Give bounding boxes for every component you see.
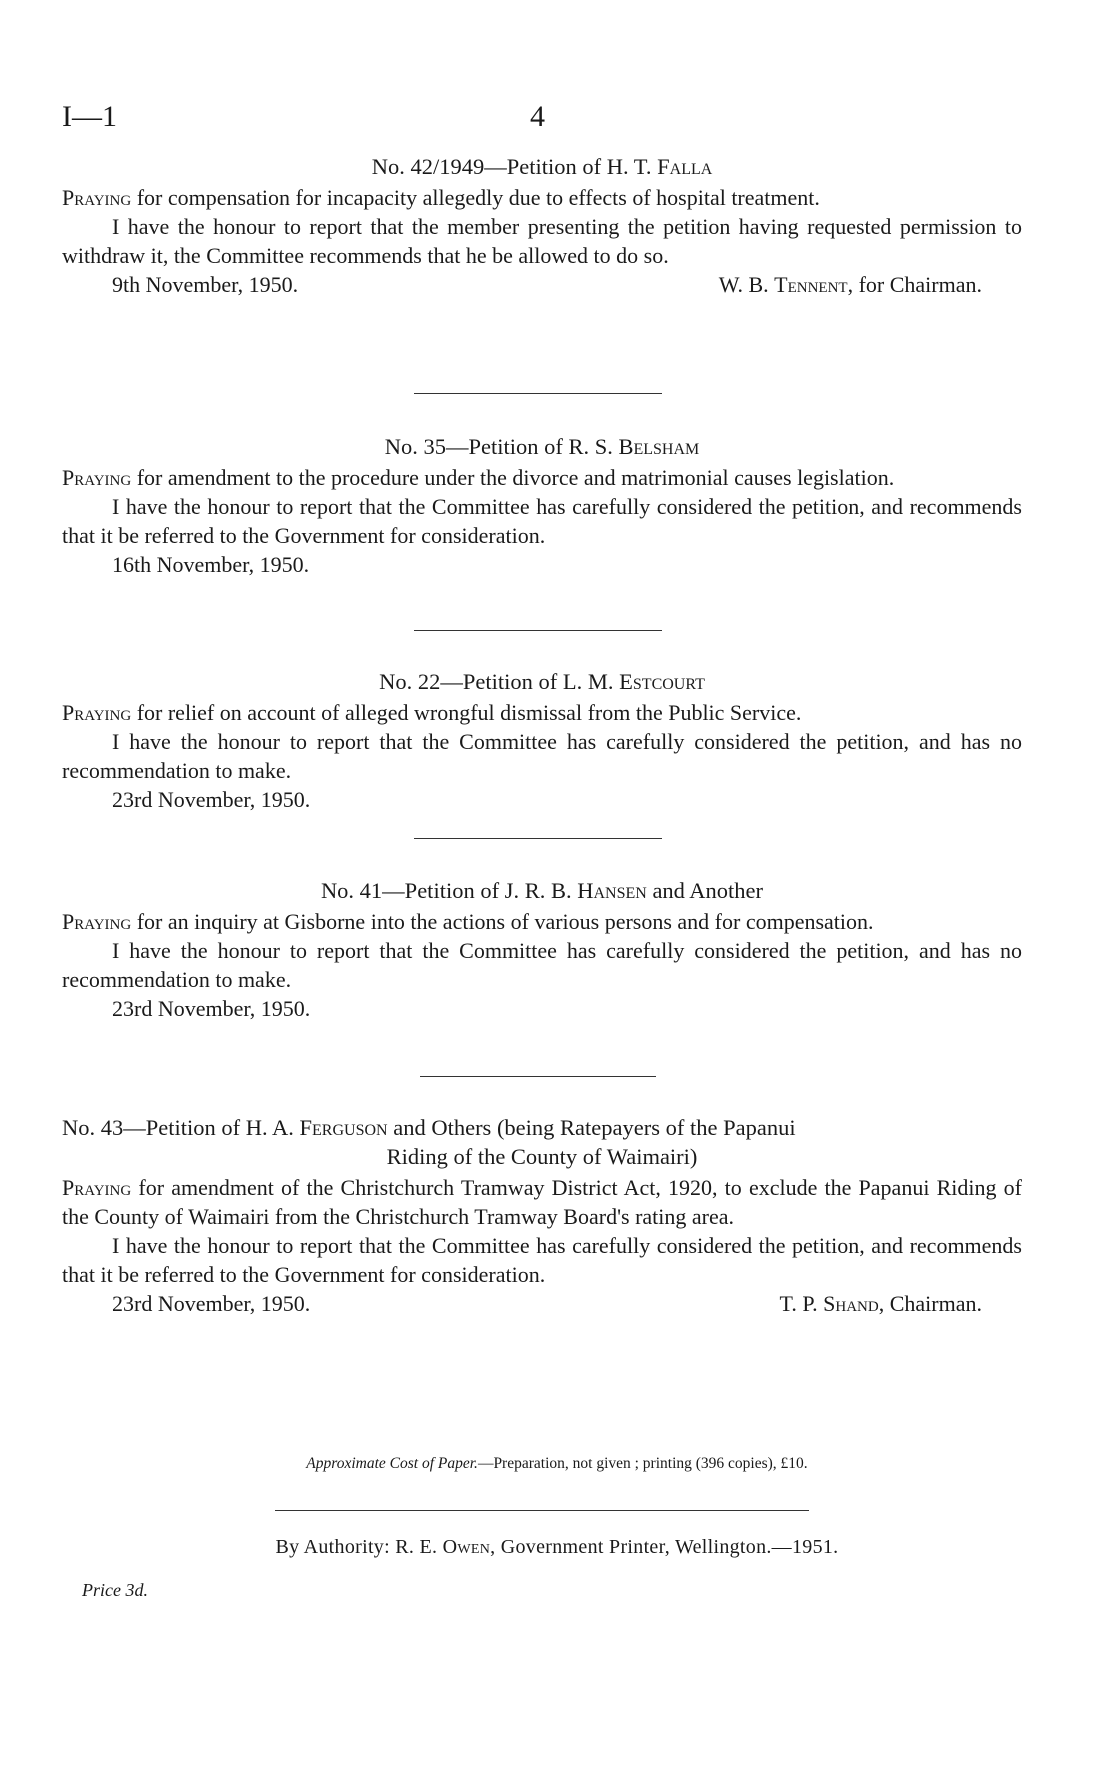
signature: T. P. Shand, Chairman. [779, 1291, 982, 1316]
signature: W. B. Tennent, for Chairman. [718, 272, 982, 297]
date-signature-line [62, 785, 1022, 814]
committee-report: I have the honour to report that the Committee has carefully considered the petition, and has no recommendation to make. [62, 938, 1022, 992]
petition-43 [62, 1113, 1022, 1318]
date-signature-line [62, 270, 1022, 299]
page-header [0, 100, 1114, 140]
petition-praying: Praying for compensation for incapacity allegedly due to effects of hospital treatment. [62, 185, 820, 210]
petition-title-line2: Riding of the County of Waimairi) [386, 1144, 698, 1169]
paper-reference: I—1 [62, 100, 117, 133]
section-divider [414, 630, 662, 631]
section-divider [414, 838, 662, 839]
petition-35 [62, 432, 1022, 579]
petitioner-name: Estcourt [619, 669, 705, 694]
report-date: 23rd November, 1950. [112, 1291, 311, 1316]
petition-title: No. 43—Petition of H. A. Ferguson and Others (being Ratepayers of the Papanui Riding of the County of Waimairi) [62, 1113, 1022, 1171]
cost-label: Approximate Cost of Paper. [306, 1455, 478, 1472]
petition-title: No. 42/1949—Petition of H. T. Falla [371, 154, 713, 179]
date-signature-line [62, 1289, 1022, 1318]
section-divider [420, 1076, 656, 1077]
page-number: 4 [530, 100, 545, 133]
report-date: 16th November, 1950. [112, 552, 310, 577]
date-signature-line [62, 994, 1022, 1023]
date-signature-line [62, 550, 1022, 579]
report-date: 23rd November, 1950. [112, 996, 311, 1021]
petition-title: No. 35—Petition of R. S. Belsham [384, 434, 700, 459]
petition-title: No. 41—Petition of J. R. B. Hansen and Another [320, 878, 764, 903]
committee-report: I have the honour to report that the Committee has carefully considered the petition, and recommends that it be referred to the Government for consideration. [62, 1233, 1022, 1287]
petition-praying: Praying for amendment to the procedure under the divorce and matrimonial causes legislation. [62, 465, 895, 490]
petitioner-name: Falla [657, 154, 713, 179]
petition-praying: Praying for amendment of the Christchurch Tramway District Act, 1920, to exclude the Papanui Riding of the County of Waimairi from the Christchurch Tramway Board's rating area. [62, 1175, 1022, 1229]
printer-authority: By Authority: R. E. Owen, Government Printer, Wellington.—1951. [275, 1536, 839, 1558]
committee-report: I have the honour to report that the Committee has carefully considered the petition, and has no recommendation to make. [62, 729, 1022, 783]
petition-41 [62, 876, 1022, 1023]
petition-42-1949 [62, 152, 1022, 299]
cost-of-paper [0, 1455, 1114, 1473]
cost-text: —Preparation, not given ; printing (396 copies), £10. [477, 1455, 808, 1472]
petitioner-name: Belsham [618, 434, 700, 459]
petitioner-name: Hansen [577, 878, 647, 903]
footer-rule [275, 1510, 809, 1511]
committee-report: I have the honour to report that the Committee has carefully considered the petition, and recommends that it be referred to the Government for consideration. [62, 494, 1022, 548]
committee-report: I have the honour to report that the member presenting the petition having requested permission to withdraw it, the Committee recommends that he be allowed to do so. [62, 214, 1022, 268]
petition-praying: Praying for relief on account of alleged wrongful dismissal from the Public Service. [62, 700, 802, 725]
petition-praying: Praying for an inquiry at Gisborne into the actions of various persons and for compensation. [62, 909, 874, 934]
section-divider [414, 393, 662, 394]
petitioner-name: Ferguson [299, 1115, 388, 1140]
price: Price 3d. [82, 1580, 148, 1600]
report-date: 9th November, 1950. [112, 272, 299, 297]
report-date: 23rd November, 1950. [112, 787, 311, 812]
petition-22 [62, 667, 1022, 814]
petition-title: No. 22—Petition of L. M. Estcourt [379, 669, 705, 694]
